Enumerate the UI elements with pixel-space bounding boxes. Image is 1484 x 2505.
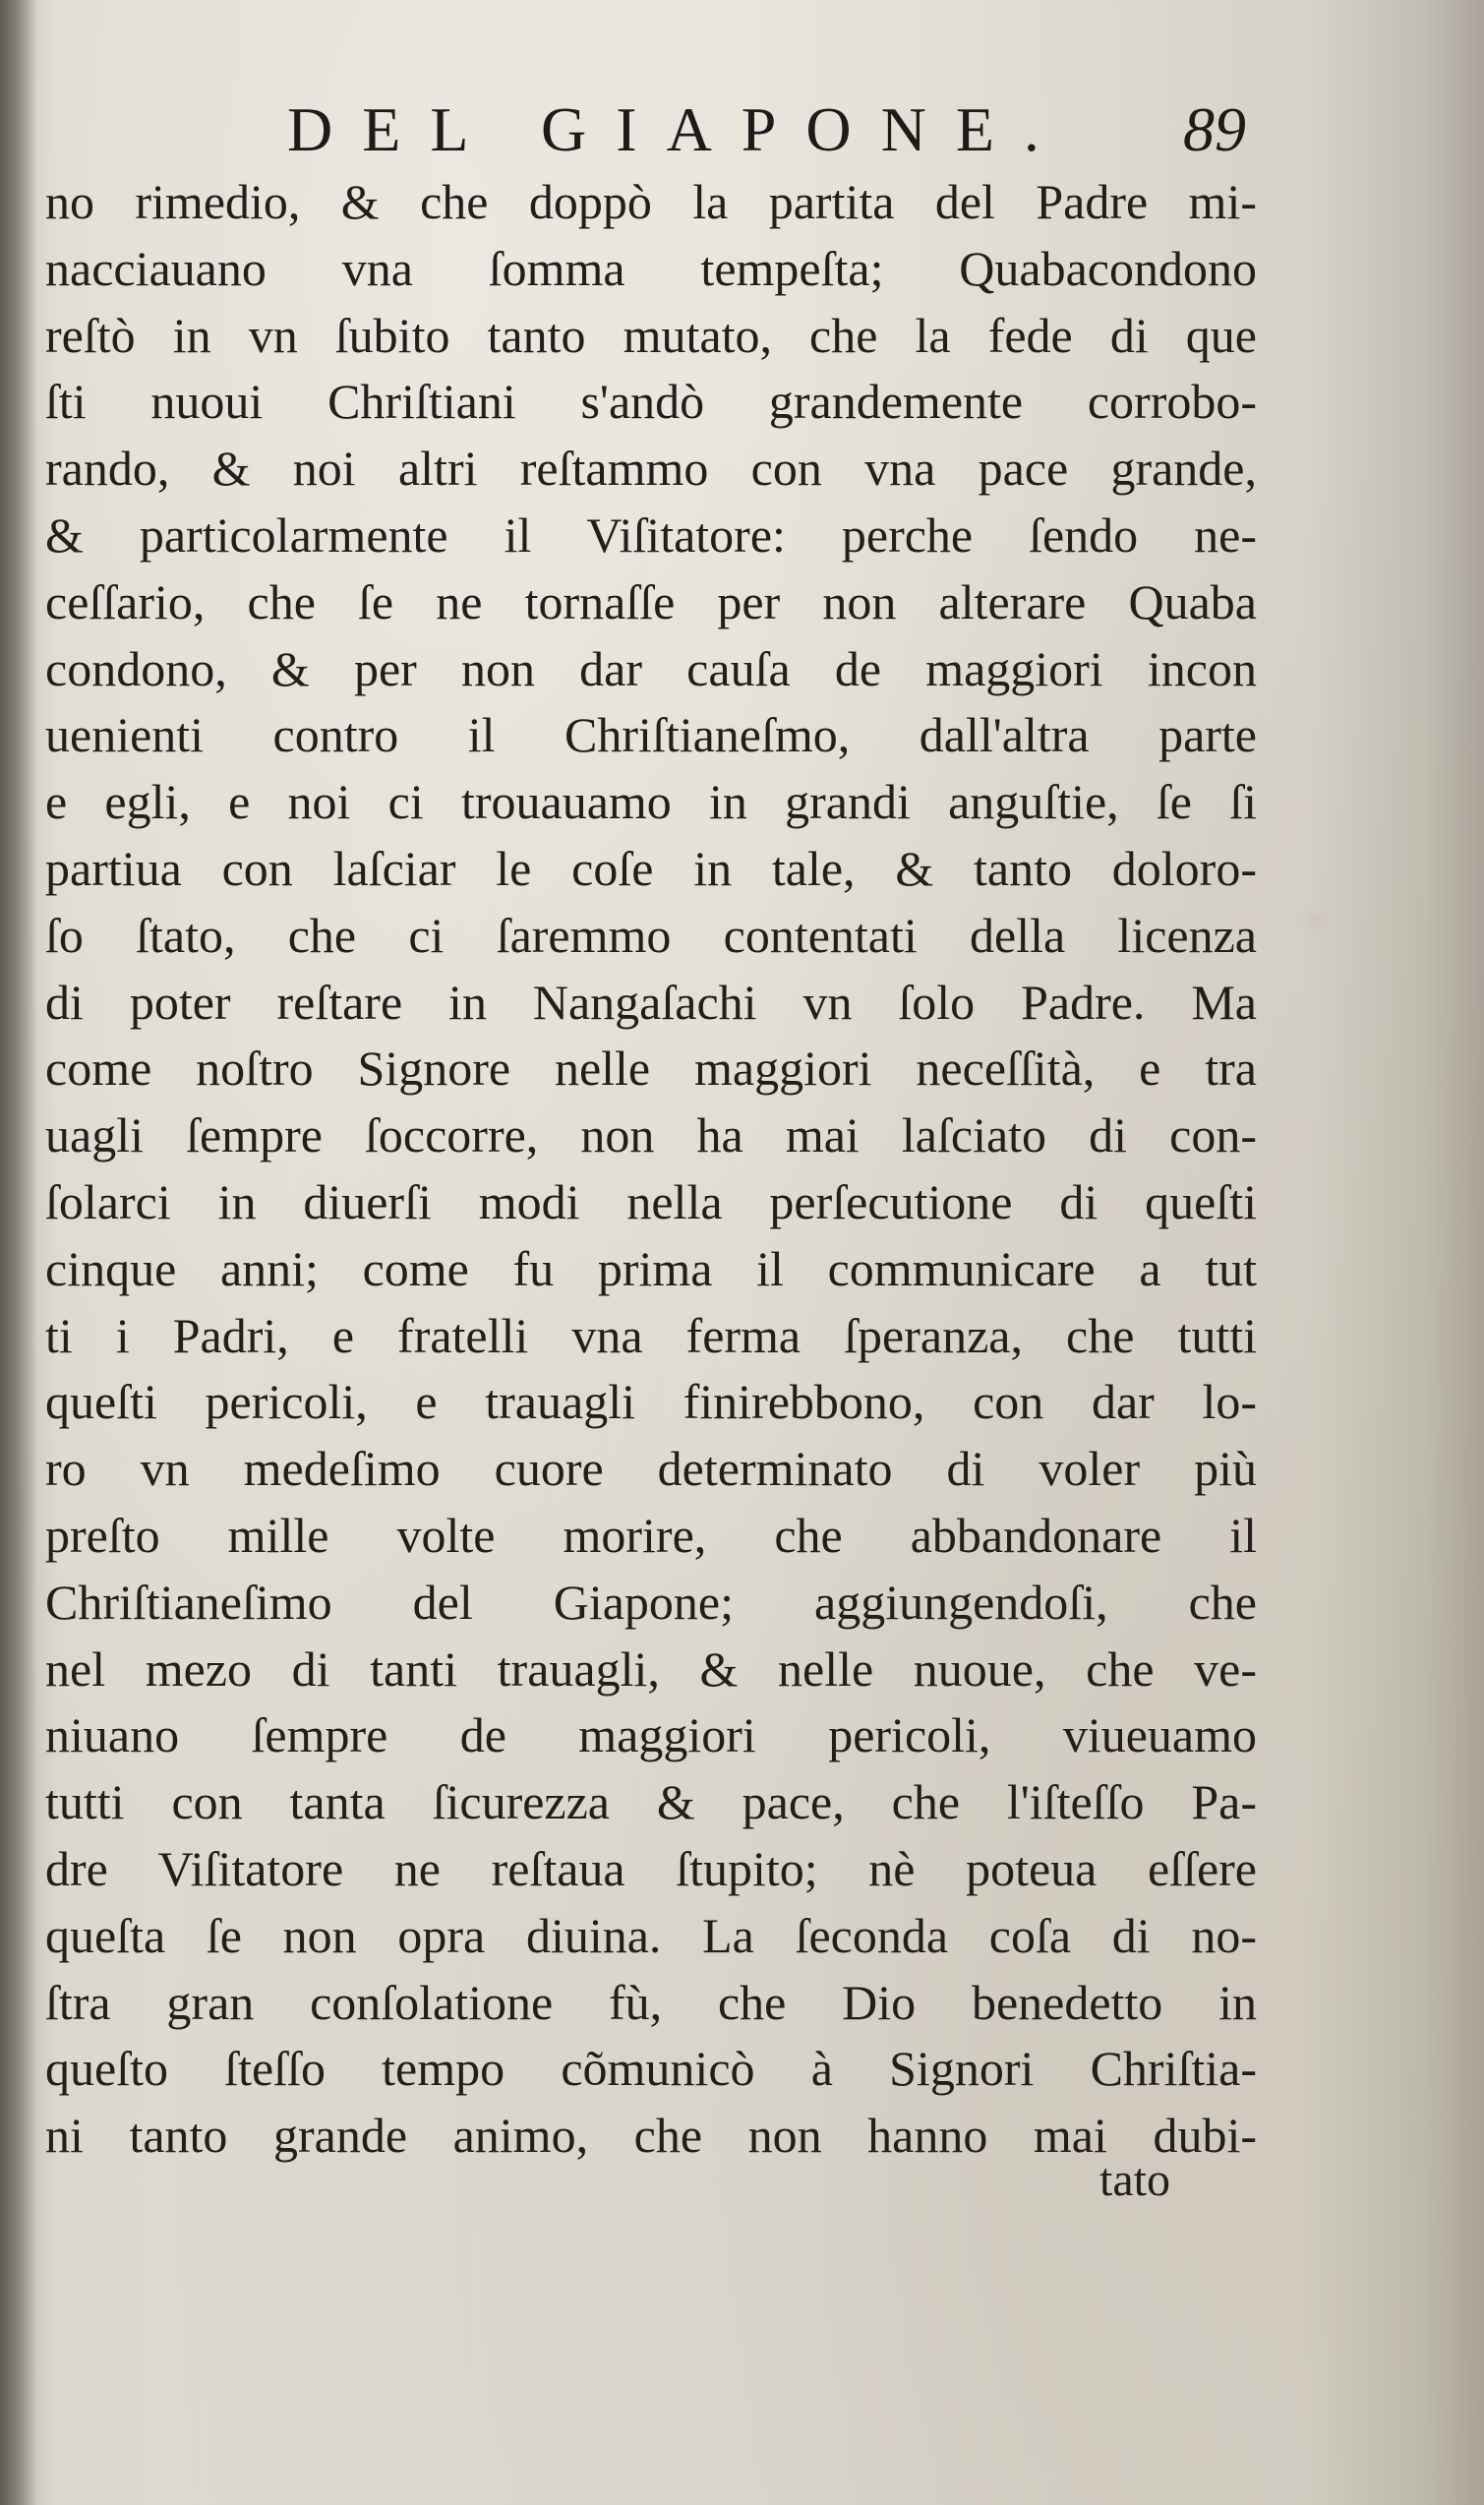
text-line: ni tanto grande animo, che non hanno mai dubi- <box>45 2108 1257 2164</box>
text-line: uenienti contro il Chriſtianeſmo, dall'altra parte <box>45 707 1257 763</box>
text-line: niuano ſempre de maggiori pericoli, viueuamo <box>45 1707 1257 1763</box>
text-line: ti i Padri, e fratelli vna ferma ſperanza, che tutti <box>45 1307 1257 1363</box>
text-line: come noſtro Signore nelle maggiori neceſſità, e tra <box>45 1041 1257 1097</box>
text-line: ſtra gran conſolatione fù, che Dio benedetto in <box>45 1974 1257 2030</box>
body-text <box>45 169 1257 2170</box>
running-title: DEL GIAPONE. <box>287 94 1069 164</box>
text-line: preſto mille volte morire, che abbandonare il <box>45 1507 1257 1563</box>
page-header <box>0 90 1484 169</box>
text-line: queſta ſe non opra diuina. La ſeconda coſa di no- <box>45 1907 1257 1963</box>
text-line: ro vn medeſimo cuore determinato di voler più <box>45 1441 1257 1497</box>
text-line: condono, & per non dar cauſa de maggiori incon <box>45 640 1257 696</box>
text-line: Chriſtianeſimo del Giapone; aggiungendoſi, che <box>45 1574 1257 1630</box>
text-line: no rimedio, & che doppò la partita del Padre mi- <box>45 174 1257 229</box>
text-line: rando, & noi altri reſtammo con vna pace grande, <box>45 441 1257 497</box>
text-line: dre Viſitatore ne reſtaua ſtupito; nè poteua eſſere <box>45 1840 1257 1896</box>
paper-stain <box>1308 915 1322 928</box>
text-line: e egli, e noi ci trouauamo in grandi anguſtie, ſe ſi <box>45 774 1257 830</box>
page-number: 89 <box>1183 94 1246 164</box>
text-line: tutti con tanta ſicurezza & pace, che l'iſteſſo Pa- <box>45 1774 1257 1830</box>
text-line: ceſſario, che ſe ne tornaſſe per non alterare Quaba <box>45 573 1257 629</box>
text-line: uagli ſempre ſoccorre, non ha mai laſciato di con- <box>45 1107 1257 1163</box>
text-line: ſo ſtato, che ci ſaremmo contentati della licenza <box>45 907 1257 963</box>
catchword: tato <box>1099 2154 1170 2206</box>
text-line: cinque anni; come fu prima il communicare a tut <box>45 1240 1257 1296</box>
text-line: partiua con laſciar le coſe in tale, & tanto doloro- <box>45 840 1257 896</box>
text-line: di poter reſtare in Nangaſachi vn ſolo Padre. Ma <box>45 974 1257 1030</box>
text-line: queſto ſteſſo tempo cõmunicò à Signori Chriſtia- <box>45 2041 1257 2097</box>
text-line: queſti pericoli, e trauagli finirebbono, con dar lo- <box>45 1374 1257 1430</box>
text-line: & particolarmente il Viſitatore: perche ſendo ne- <box>45 507 1257 563</box>
text-line: nacciauano vna ſomma tempeſta; Quabacondono <box>45 240 1257 296</box>
text-line: ſolarci in diuerſi modi nella perſecutione di queſti <box>45 1173 1257 1229</box>
text-line: nel mezo di tanti trauagli, & nelle nuoue, che ve- <box>45 1640 1257 1697</box>
book-spine-shadow <box>0 0 37 2505</box>
text-line: reſtò in vn ſubito tanto mutato, che la fede di que <box>45 307 1257 363</box>
text-line: ſti nuoui Chriſtiani s'andò grandemente corrobo- <box>45 374 1257 430</box>
